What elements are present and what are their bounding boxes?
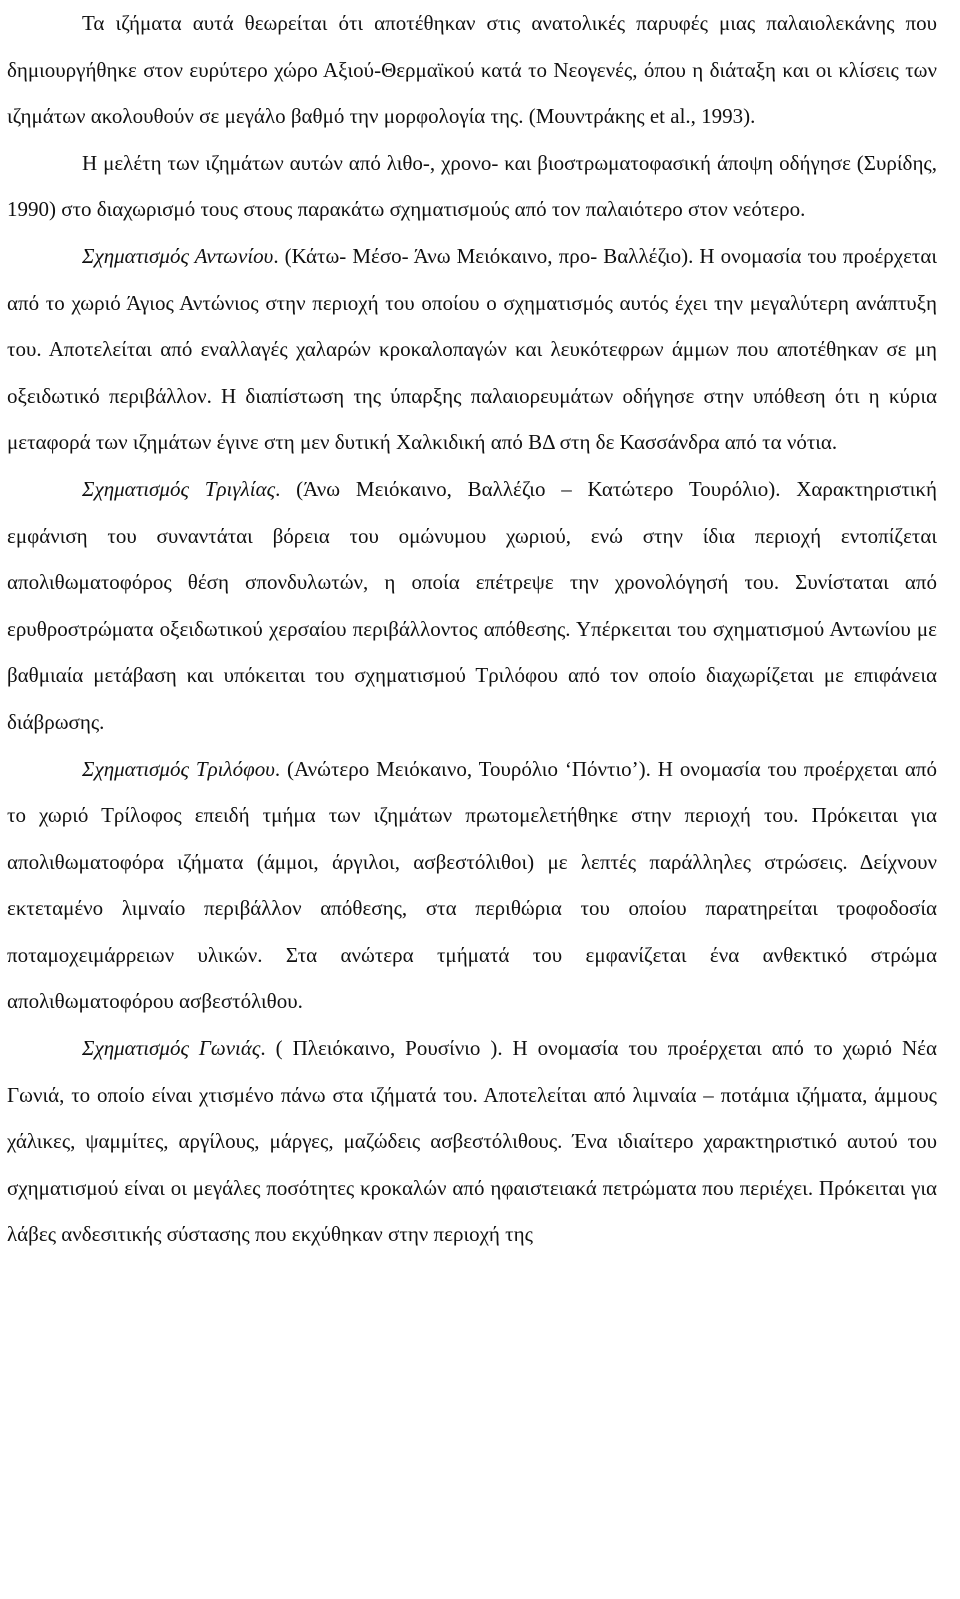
paragraph-trilofou-formation [7, 746, 937, 1026]
document-page [7, 0, 937, 1258]
paragraph-gonias-formation [7, 1025, 937, 1258]
paragraph-text: Η μελέτη των ιζημάτων αυτών από λιθο-, χρονο- και βιοστρωματοφασική άποψη οδήγησε (Συρίδης, 1990) στο διαχωρισμό τους στους παρακάτω σχηματισμούς από τον παλαιότερο στον νεότερο. [7, 150, 937, 222]
paragraph-1 [7, 0, 937, 140]
formation-heading: Σχηματισμός Τριλόφου [82, 756, 275, 781]
paragraph-text: . ( Πλειόκαινο, Ρουσίνιο ). Η ονομασία του προέρχεται από το χωριό Νέα Γωνιά, το οποίο είναι χτισμένο πάνω στα ιζήματά του. Αποτελείται από λιμναία – ποτάμια ιζήματα, άμμους χάλικες, ψαμμίτες, αργίλους, μάργες, μαζώδεις ασβεστόλιθους. Ένα ιδιαίτερο χαρακτηριστικό αυτού του σχηματισμού είναι οι μεγάλες ποσότητες κροκαλών από ηφαιστειακά πετρώματα που περιέχει. Πρόκειται για λάβες ανδεσιτικής σύστασης που εκχύθηκαν στην περιοχή της [7, 1036, 937, 1247]
paragraph-triglias-formation [7, 466, 937, 746]
formation-heading: Σχηματισμός Γωνιάς [82, 1036, 261, 1061]
paragraph-text: Τα ιζήματα αυτά θεωρείται ότι αποτέθηκαν στις ανατολικές παρυφές μιας παλαιολεκάνης που δημιουργήθηκε στον ευρύτερο χώρο Αξιού-Θερμαϊκού κατά το Νεογενές, όπου η διάταξη και οι κλίσεις των ιζημάτων ακολουθούν σε μεγάλο βαθμό την μορφολογία της. (Μουντράκης et al., 1993). [7, 11, 937, 129]
paragraph-antoniou-formation [7, 233, 937, 466]
formation-heading: Σχηματισμός Τριγλίας [82, 476, 276, 501]
paragraph-2 [7, 140, 937, 233]
paragraph-text: . (Ανώτερο Μειόκαινο, Τουρόλιο ‘Πόντιο’). Η ονομασία του προέρχεται από το χωριό Τρίλοφος επειδή τμήμα των ιζημάτων πρωτομελετήθηκε στην περιοχή του. Πρόκειται για απολιθωματοφόρα ιζήματα (άμμοι, άργιλοι, ασβεστόλιθοι) με λεπτές παράλληλες στρώσεις. Δείχνουν εκτεταμένο λιμναίο περιβάλλον απόθεσης, στα περιθώρια του οποίου παρατηρείται τροφοδοσία ποταμοχειμάρρειων υλικών. Στα ανώτερα τμήματά του εμφανίζεται ένα ανθεκτικό στρώμα απολιθωματοφόρου ασβεστόλιθου. [7, 756, 937, 1014]
paragraph-text: . (Κάτω- Μέσο- Άνω Μειόκαινο, προ- Βαλλέζιο). Η ονομασία του προέρχεται από το χωριό Άγιος Αντώνιος στην περιοχή του οποίου ο σχηματισμός αυτός έχει την μεγαλύτερη ανάπτυξη του. Αποτελείται από εναλλαγές χαλαρών κροκαλοπαγών και λευκότεφρων άμμων που αποτέθηκαν σε μη οξειδωτικό περιβάλλον. Η διαπίστωση της ύπαρξης παλαιορευμάτων οδήγησε στην υπόθεση ότι η κύρια μεταφορά των ιζημάτων έγινε στη μεν δυτική Χαλκιδική από ΒΔ στη δε Κασσάνδρα από τα νότια. [7, 243, 937, 455]
paragraph-text: . (Άνω Μειόκαινο, Βαλλέζιο – Κατώτερο Τουρόλιο). Χαρακτηριστική εμφάνιση του συναντάται βόρεια του ομώνυμου χωριού, ενώ στην ίδια περιοχή εντοπίζεται απολιθωματοφόρος θέση σπονδυλωτών, η οποία επέτρεψε την χρονολόγησή του. Συνίσταται από ερυθροστρώματα οξειδωτικού χερσαίου περιβάλλοντος απόθεσης. Υπέρκειται του σχηματισμού Αντωνίου με βαθμιαία μετάβαση και υπόκειται του σχηματισμού Τριλόφου από τον οποίο διαχωρίζεται με επιφάνεια διάβρωσης. [7, 476, 937, 734]
formation-heading: Σχηματισμός Αντωνίου [82, 243, 274, 268]
